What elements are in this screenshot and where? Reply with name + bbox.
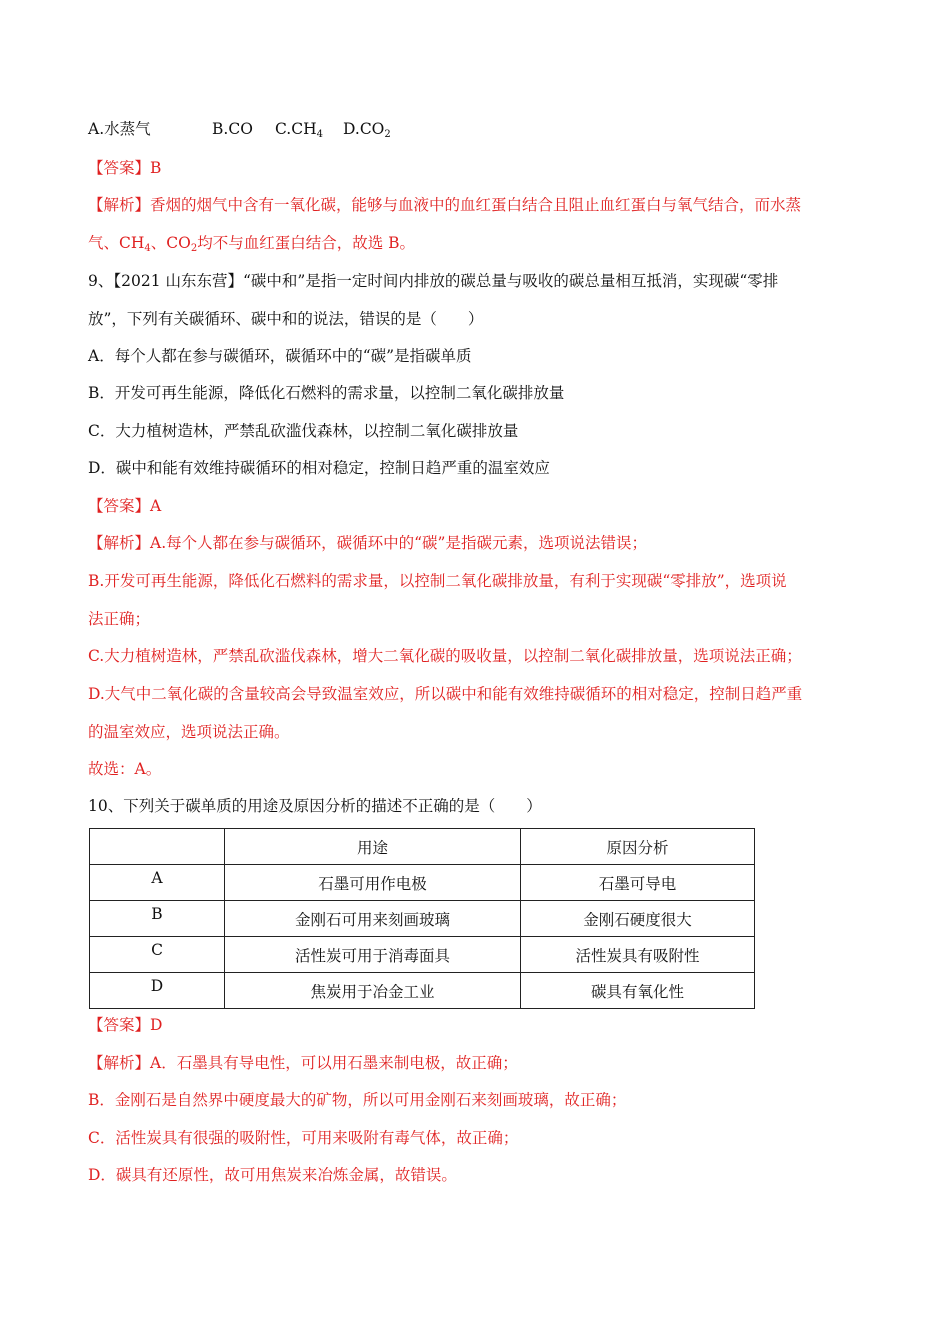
table-header-cell (90, 829, 225, 865)
q8-answer: 【答案】B (88, 159, 162, 177)
q10-table (89, 828, 755, 1009)
table-cell-option: C (90, 937, 225, 973)
table-header-cell: 用途 (225, 829, 521, 865)
q9-analysis-d2: 的温室效应，选项说法正确。 (88, 723, 290, 741)
table-cell-reason: 碳具有氧化性 (521, 973, 755, 1009)
table-cell-reason: 石墨可导电 (521, 865, 755, 901)
q8-analysis-line1: 【解析】香烟的烟气中含有一氧化碳，能够与血液中的血红蛋白结合且阻止血红蛋白与氧气结合，而水蒸 (88, 196, 802, 214)
q9-analysis-b1: B.开发可再生能源，降低化石燃料的需求量，以控制二氧化碳排放量，有利于实现碳“零排放”，选项说 (88, 572, 787, 590)
q10-analysis-b: B．金刚石是自然界中硬度最大的矿物，所以可用金刚石来刻画玻璃，故正确； (88, 1091, 627, 1109)
table-cell-reason: 金刚石硬度很大 (521, 901, 755, 937)
q9-stem-line1: 9、【2021 山东东营】“碳中和”是指一定时间内排放的碳总量与吸收的碳总量相互抵消，实现碳“零排 (88, 272, 779, 290)
table-cell-option: A (90, 865, 225, 901)
q9-option-b: B．开发可再生能源，降低化石燃料的需求量，以控制二氧化碳排放量 (88, 384, 565, 402)
q8-option-d: $D.CO_2$ (343, 120, 391, 140)
table-cell-use: 石墨可用作电极 (225, 865, 521, 901)
q8-analysis-line2: 气、$CH_4$、$CO_2$均不与血红蛋白结合，故选 B。 (88, 234, 416, 254)
table-header-row (90, 829, 755, 865)
q8-option-b: B.CO (212, 120, 253, 138)
q9-stem-line2: 放”，下列有关碳循环、碳中和的说法，错误的是（ ） (88, 310, 484, 328)
table-row (90, 973, 755, 1009)
table-row (90, 901, 755, 937)
q9-option-a: A．每个人都在参与碳循环，碳循环中的“碳”是指碳单质 (88, 347, 472, 365)
q10-analysis-d: D．碳具有还原性，故可用焦炭来冶炼金属，故错误。 (88, 1166, 457, 1184)
q9-analysis-b2: 法正确； (88, 610, 151, 628)
q9-analysis-c: C.大力植树造林，严禁乱砍滥伐森林，增大二氧化碳的吸收量，以控制二氧化碳排放量，选项说法正确； (88, 647, 802, 665)
q8-option-c: $C.CH_4$ (275, 120, 323, 140)
table-row (90, 865, 755, 901)
table-cell-reason: 活性炭具有吸附性 (521, 937, 755, 973)
table-cell-option: D (90, 973, 225, 1009)
q8-option-a: A.水蒸气 (88, 120, 151, 138)
q9-conclusion: 故选：A。 (88, 760, 162, 778)
q8-options (88, 119, 391, 139)
q10-stem: 10、下列关于碳单质的用途及原因分析的描述不正确的是（ ） (88, 797, 542, 815)
q10-analysis-a: 【解析】A．石墨具有导电性，可以用石墨来制电极，故正确； (88, 1054, 518, 1072)
q9-option-d: D．碳中和能有效维持碳循环的相对稳定，控制日趋严重的温室效应 (88, 459, 550, 477)
q9-analysis-d1: D.大气中二氧化碳的含量较高会导致温室效应，所以碳中和能有效维持碳循环的相对稳定，控制日趋严重 (88, 685, 803, 703)
table-cell-use: 活性炭可用于消毒面具 (225, 937, 521, 973)
table-cell-option: B (90, 901, 225, 937)
table-row (90, 937, 755, 973)
q10-answer: 【答案】D (88, 1016, 163, 1034)
q9-answer: 【答案】A (88, 497, 162, 515)
q10-analysis-c: C．活性炭具有很强的吸附性，可用来吸附有毒气体，故正确； (88, 1129, 519, 1147)
table-cell-use: 金刚石可用来刻画玻璃 (225, 901, 521, 937)
q9-option-c: C．大力植树造林，严禁乱砍滥伐森林，以控制二氧化碳排放量 (88, 422, 519, 440)
table-cell-use: 焦炭用于冶金工业 (225, 973, 521, 1009)
table-header-cell: 原因分析 (521, 829, 755, 865)
q9-analysis-a: 【解析】A.每个人都在参与碳循环，碳循环中的“碳”是指碳元素，选项说法错误； (88, 534, 647, 552)
